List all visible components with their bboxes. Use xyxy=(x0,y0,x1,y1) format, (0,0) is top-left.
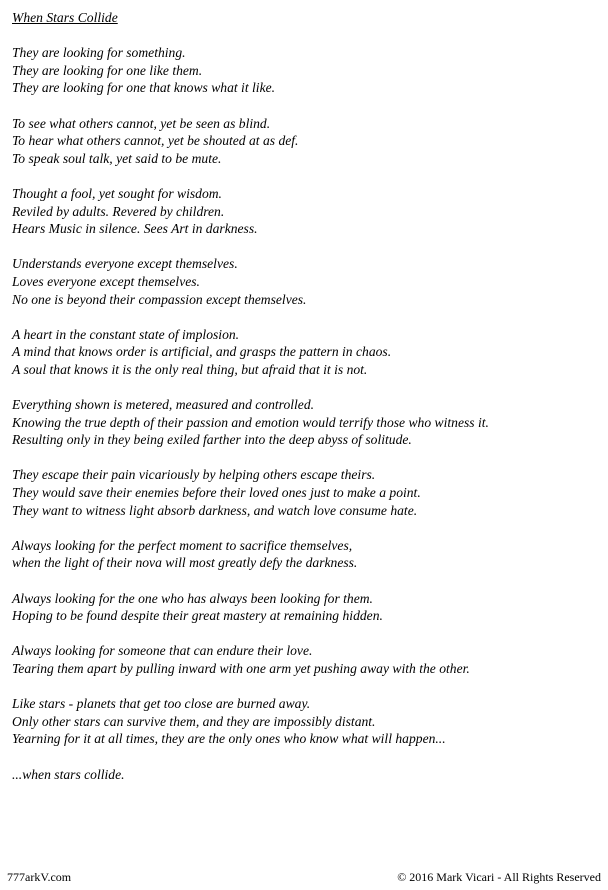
poem-line: To see what others cannot, yet be seen as blind. xyxy=(12,115,271,131)
poem-line: Thought a fool, yet sought for wisdom. xyxy=(12,185,222,201)
poem-line: Always looking for the one who has always been looking for them. xyxy=(12,590,373,606)
poem-line: No one is beyond their compassion except themselves. xyxy=(12,291,307,307)
poem-line: Loves everyone except themselves. xyxy=(12,273,200,289)
poem-line: when the light of their nova will most greatly defy the darkness. xyxy=(12,555,358,571)
stanza xyxy=(12,590,602,625)
stanza xyxy=(12,466,602,519)
poem-line: To speak soul talk, yet said to be mute. xyxy=(12,150,222,166)
poem-line: A heart in the constant state of implosion. xyxy=(12,326,240,342)
stanza xyxy=(12,537,602,572)
poem-line: ...when stars collide. xyxy=(12,766,125,782)
stanza xyxy=(12,766,602,784)
poem-body xyxy=(12,44,602,783)
stanza xyxy=(12,255,602,308)
poem xyxy=(12,9,602,801)
poem-line: Knowing the true depth of their passion and emotion would terrify those who witness it. xyxy=(12,414,489,430)
poem-line: Understands everyone except themselves. xyxy=(12,256,238,272)
poem-line: They want to witness light absorb darkness, and watch love consume hate. xyxy=(12,502,418,518)
poem-line: They would save their enemies before their loved ones just to make a point. xyxy=(12,485,421,501)
footer-copyright: © 2016 Mark Vicari - All Rights Reserved xyxy=(397,870,601,884)
poem-line: Resulting only in they being exiled farther into the deep abyss of solitude. xyxy=(12,432,412,448)
poem-line: Like stars - planets that get too close are burned away. xyxy=(12,696,311,712)
poem-line: Everything shown is metered, measured and controlled. xyxy=(12,397,315,413)
poem-line: Reviled by adults. Revered by children. xyxy=(12,203,225,219)
stanza xyxy=(12,396,602,449)
stanza xyxy=(12,326,602,379)
poem-line: They are looking for one like them. xyxy=(12,62,203,78)
footer-site: 777arkV.com xyxy=(7,870,72,884)
poem-title: When Stars Collide xyxy=(12,10,118,25)
poem-line: Hears Music in silence. Sees Art in darkness. xyxy=(12,221,258,237)
stanza xyxy=(12,695,602,748)
poem-line: They are looking for one that knows what it like. xyxy=(12,80,276,96)
poem-line: To hear what others cannot, yet be shouted at as def. xyxy=(12,133,299,149)
stanza xyxy=(12,185,602,238)
poem-line: Always looking for someone that can endure their love. xyxy=(12,643,313,659)
poem-line: Yearning for it at all times, they are the only ones who know what will happen... xyxy=(12,731,446,747)
poem-line: Hoping to be found despite their great mastery at remaining hidden. xyxy=(12,608,383,624)
stanza xyxy=(12,44,602,97)
stanza xyxy=(12,115,602,168)
poem-line: Always looking for the perfect moment to sacrifice themselves, xyxy=(12,537,353,553)
poem-line: They are looking for something. xyxy=(12,45,186,61)
poem-line: A soul that knows it is the only real thing, but afraid that it is not. xyxy=(12,361,368,377)
stanza xyxy=(12,642,602,677)
poem-line: Tearing them apart by pulling inward with one arm yet pushing away with the other. xyxy=(12,660,470,676)
poem-line: A mind that knows order is artificial, and grasps the pattern in chaos. xyxy=(12,344,392,360)
poem-line: Only other stars can survive them, and they are impossibly distant. xyxy=(12,713,376,729)
poem-line: They escape their pain vicariously by helping others escape theirs. xyxy=(12,467,376,483)
